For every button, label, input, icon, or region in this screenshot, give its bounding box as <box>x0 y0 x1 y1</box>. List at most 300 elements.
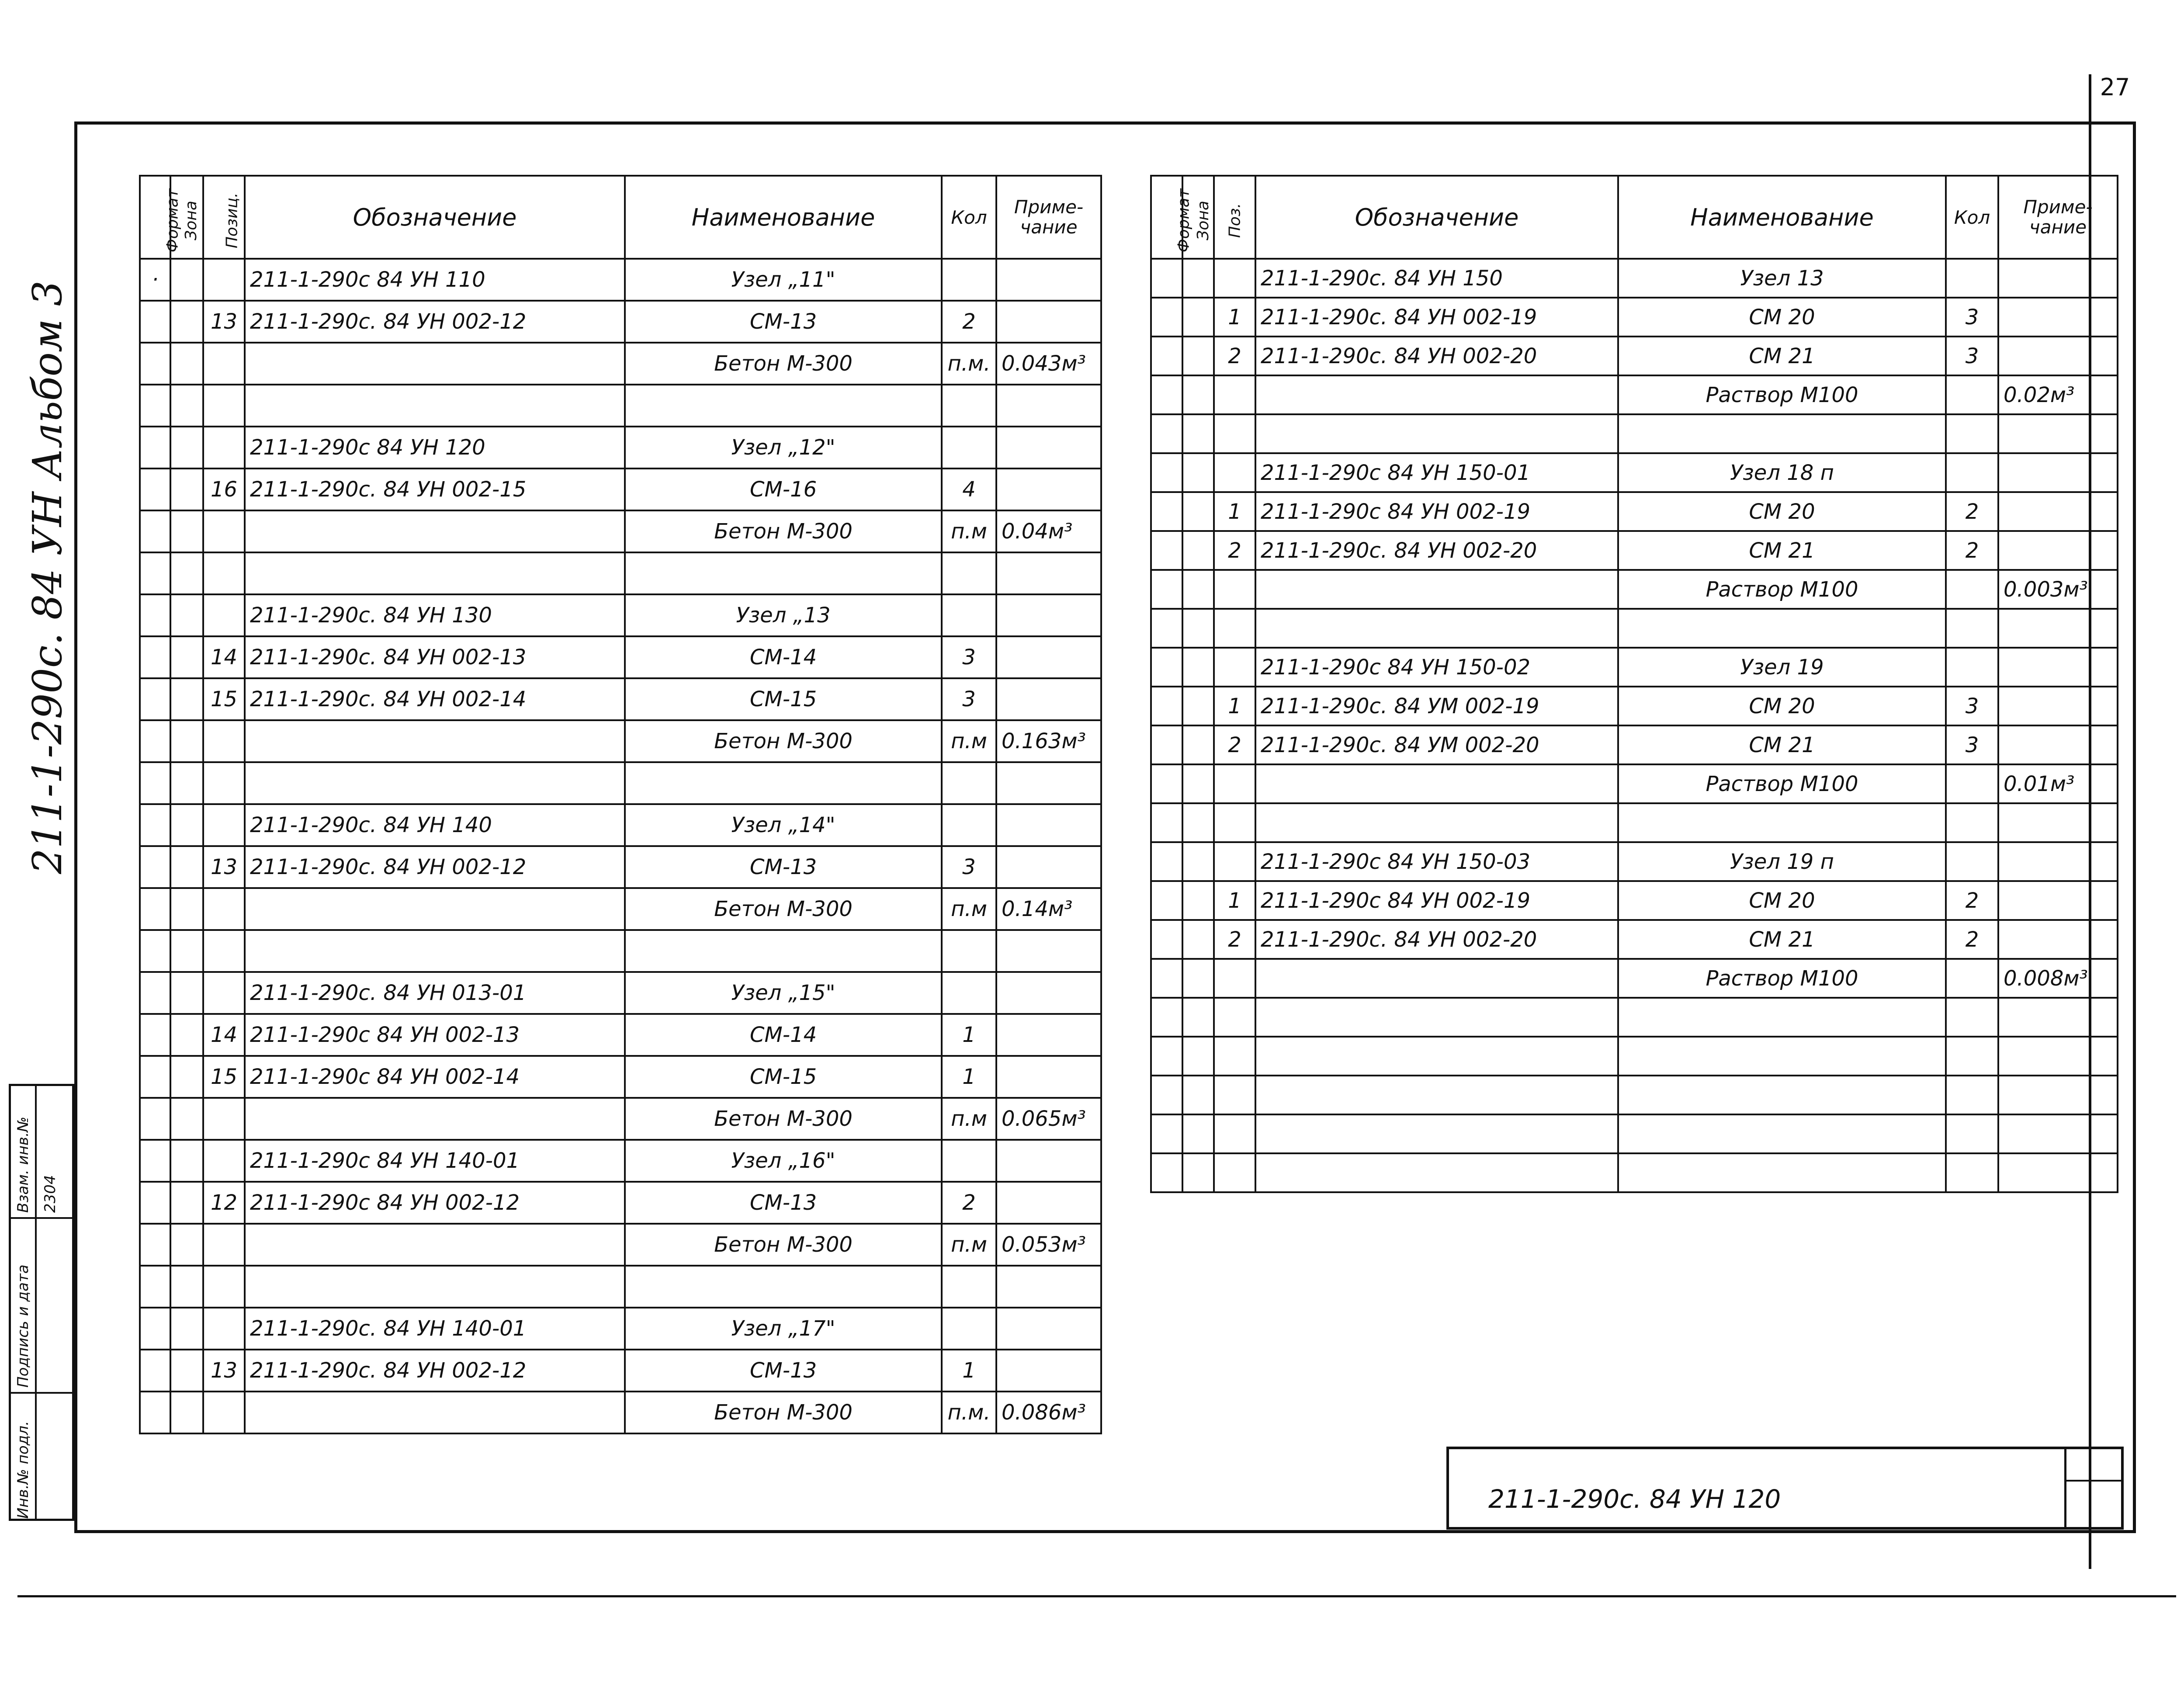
cell-position <box>203 1266 245 1308</box>
cell-qty: п.м <box>942 1224 996 1266</box>
cell-zone <box>1182 1037 1214 1076</box>
cell-qty <box>1946 375 1998 414</box>
cell-name: Узел „11" <box>625 259 942 301</box>
cell-name: СМ-14 <box>625 636 942 678</box>
cell-position: 2 <box>1214 531 1255 570</box>
table-row <box>140 720 1101 762</box>
table-row <box>140 259 1101 301</box>
cell-zone <box>1182 337 1214 375</box>
cell-zone <box>1182 803 1214 842</box>
cell-position <box>1214 764 1255 803</box>
cell-designation <box>1255 959 1618 998</box>
cell-qty <box>1946 609 1998 648</box>
cell-zone <box>170 972 203 1014</box>
cell-format <box>1151 881 1182 920</box>
cell-position <box>203 762 245 804</box>
cell-zone <box>1182 609 1214 648</box>
cell-qty: 3 <box>1946 725 1998 764</box>
title-block-code: 211-1-290с. 84 УН 120 <box>1488 1484 1781 1514</box>
cell-format <box>1151 492 1182 531</box>
table-row <box>1151 375 2118 414</box>
table-row <box>1151 414 2118 453</box>
cell-designation: 211-1-290с 84 УН 150-01 <box>1255 453 1618 492</box>
cell-name: Раствор М100 <box>1618 959 1946 998</box>
cell-note: 0.003м³ <box>1998 570 2118 609</box>
table-row <box>1151 531 2118 570</box>
cell-zone <box>1182 764 1214 803</box>
cell-name: СМ-15 <box>625 1056 942 1098</box>
table-row <box>140 343 1101 385</box>
cell-designation: 211-1-290с 84 УН 150-02 <box>1255 648 1618 687</box>
cell-qty <box>942 259 996 301</box>
cell-note: 0.086м³ <box>996 1392 1101 1433</box>
header-zone: Зона <box>170 176 203 259</box>
cell-note <box>1998 298 2118 337</box>
cell-note <box>1998 842 2118 881</box>
cell-zone <box>170 720 203 762</box>
cell-note: 0.065м³ <box>996 1098 1101 1140</box>
cell-designation <box>1255 764 1618 803</box>
cell-note: 0.02м³ <box>1998 375 2118 414</box>
cell-name <box>1618 1037 1946 1076</box>
cell-note <box>996 385 1101 427</box>
cell-format <box>1151 764 1182 803</box>
cell-designation <box>245 1392 625 1433</box>
cell-zone <box>1182 570 1214 609</box>
cell-qty <box>942 1140 996 1182</box>
cell-format <box>140 1392 170 1433</box>
cell-position <box>1214 259 1255 298</box>
cell-format <box>140 678 170 720</box>
cell-designation: 211-1-290с. 84 УМ 002-19 <box>1255 687 1618 725</box>
cell-note <box>996 1266 1101 1308</box>
cell-name: СМ 21 <box>1618 920 1946 959</box>
cell-designation: 211-1-290с. 84 УН 002-20 <box>1255 531 1618 570</box>
cell-zone <box>170 594 203 636</box>
title-block-sheet-cell <box>2064 1449 2121 1527</box>
cell-name <box>1618 609 1946 648</box>
cell-zone <box>170 259 203 301</box>
cell-qty: 3 <box>942 636 996 678</box>
cell-position <box>203 1098 245 1140</box>
cell-zone <box>1182 687 1214 725</box>
cell-name: СМ-15 <box>625 678 942 720</box>
table-row <box>140 804 1101 846</box>
cell-note <box>1998 1076 2118 1114</box>
cell-name: Раствор М100 <box>1618 570 1946 609</box>
cell-position: 14 <box>203 636 245 678</box>
cell-position: 15 <box>203 678 245 720</box>
cell-position <box>203 427 245 469</box>
cell-position: 1 <box>1214 298 1255 337</box>
cell-designation: 211-1-290с. 84 УН 002-13 <box>245 636 625 678</box>
table-row <box>1151 881 2118 920</box>
cell-name: СМ 21 <box>1618 337 1946 375</box>
cell-qty: 4 <box>942 469 996 510</box>
cell-format <box>140 1182 170 1224</box>
table-row <box>1151 453 2118 492</box>
table-row <box>1151 764 2118 803</box>
cell-note <box>1998 998 2118 1037</box>
table-row <box>140 1350 1101 1392</box>
cell-zone <box>170 888 203 930</box>
table-row <box>140 1182 1101 1224</box>
cell-zone <box>1182 375 1214 414</box>
cell-format <box>140 343 170 385</box>
cell-position <box>1214 998 1255 1037</box>
cell-position <box>203 385 245 427</box>
cell-format <box>140 1224 170 1266</box>
cell-position <box>1214 1076 1255 1114</box>
cell-qty <box>942 804 996 846</box>
cell-note <box>996 678 1101 720</box>
right-header-row <box>1151 176 2118 259</box>
cell-zone <box>170 1140 203 1182</box>
cell-designation <box>1255 1114 1618 1153</box>
cell-format <box>140 846 170 888</box>
cell-format: · <box>140 259 170 301</box>
cell-format <box>1151 648 1182 687</box>
cell-name: Бетон М-300 <box>625 888 942 930</box>
cell-name: Узел 19 п <box>1618 842 1946 881</box>
cell-format <box>1151 959 1182 998</box>
cell-designation <box>245 720 625 762</box>
cell-note <box>1998 259 2118 298</box>
table-row <box>140 636 1101 678</box>
cell-qty: п.м. <box>942 1392 996 1433</box>
cell-designation: 211-1-290с. 84 УМ 002-20 <box>1255 725 1618 764</box>
cell-zone <box>170 510 203 552</box>
header-name: Наименование <box>1618 176 1946 259</box>
cell-zone <box>170 1308 203 1350</box>
cell-note <box>1998 725 2118 764</box>
cell-format <box>1151 803 1182 842</box>
cell-qty <box>942 972 996 1014</box>
header-format: Формат <box>1151 176 1182 259</box>
cell-position <box>203 804 245 846</box>
cell-zone <box>170 804 203 846</box>
cell-format <box>1151 842 1182 881</box>
cell-note <box>996 1308 1101 1350</box>
cell-zone <box>1182 881 1214 920</box>
cell-qty <box>1946 1037 1998 1076</box>
cell-format <box>1151 725 1182 764</box>
cell-designation: 211-1-290с 84 УН 002-14 <box>245 1056 625 1098</box>
cell-designation <box>245 1098 625 1140</box>
cell-qty: п.м <box>942 1098 996 1140</box>
table-row <box>140 1014 1101 1056</box>
cell-qty: 2 <box>942 1182 996 1224</box>
cell-name: Узел „14" <box>625 804 942 846</box>
cell-zone <box>1182 725 1214 764</box>
cell-name <box>1618 1076 1946 1114</box>
cell-format <box>1151 531 1182 570</box>
cell-name: Узел „15" <box>625 972 942 1014</box>
stamp-value: 2304 <box>42 1175 59 1213</box>
cell-designation: 211-1-290с 84 УН 120 <box>245 427 625 469</box>
cell-zone <box>170 427 203 469</box>
table-row <box>1151 725 2118 764</box>
table-row <box>140 469 1101 510</box>
cell-name <box>625 552 942 594</box>
cell-position: 15 <box>203 1056 245 1098</box>
cell-name: Бетон М-300 <box>625 1098 942 1140</box>
table-row <box>140 552 1101 594</box>
cell-zone <box>1182 414 1214 453</box>
cell-qty <box>1946 453 1998 492</box>
cell-position: 2 <box>1214 337 1255 375</box>
cell-qty <box>942 1308 996 1350</box>
header-position: Поз. <box>1214 176 1255 259</box>
cell-zone <box>170 301 203 343</box>
cell-format <box>140 930 170 972</box>
cell-qty: 1 <box>942 1014 996 1056</box>
cell-note <box>1998 1153 2118 1192</box>
cell-position <box>1214 453 1255 492</box>
cell-name <box>625 762 942 804</box>
table-row <box>140 510 1101 552</box>
header-note: Приме-чание <box>996 176 1101 259</box>
cell-format <box>1151 570 1182 609</box>
cell-qty <box>1946 570 1998 609</box>
cell-position <box>1214 1114 1255 1153</box>
header-qty: Кол <box>1946 176 1998 259</box>
table-row <box>1151 998 2118 1037</box>
table-row <box>1151 1153 2118 1192</box>
table-row <box>1151 959 2118 998</box>
cell-designation <box>245 1266 625 1308</box>
cell-format <box>140 888 170 930</box>
cell-zone <box>170 678 203 720</box>
cell-format <box>140 1014 170 1056</box>
cell-zone <box>170 930 203 972</box>
cell-qty: 1 <box>942 1056 996 1098</box>
cell-qty <box>1946 959 1998 998</box>
cell-zone <box>170 552 203 594</box>
cell-format <box>140 762 170 804</box>
cell-qty <box>942 930 996 972</box>
cell-zone <box>1182 1153 1214 1192</box>
cell-position <box>203 930 245 972</box>
cell-name <box>1618 998 1946 1037</box>
cell-designation: 211-1-290с. 84 УН 002-15 <box>245 469 625 510</box>
cell-format <box>140 552 170 594</box>
table-row <box>140 1224 1101 1266</box>
cell-position <box>1214 648 1255 687</box>
cell-position <box>1214 1037 1255 1076</box>
table-row <box>140 1098 1101 1140</box>
cell-designation: 211-1-290с 84 УН 150-03 <box>1255 842 1618 881</box>
cell-name: СМ-13 <box>625 1350 942 1392</box>
cell-zone <box>170 1266 203 1308</box>
cell-note <box>1998 414 2118 453</box>
cell-qty <box>942 552 996 594</box>
cell-qty: п.м. <box>942 343 996 385</box>
cell-name: Раствор М100 <box>1618 764 1946 803</box>
cell-note: 0.163м³ <box>996 720 1101 762</box>
table-row <box>140 678 1101 720</box>
cell-format <box>140 720 170 762</box>
cell-note <box>996 259 1101 301</box>
cell-position <box>1214 959 1255 998</box>
cell-zone <box>1182 842 1214 881</box>
cell-qty: 2 <box>942 301 996 343</box>
cell-designation <box>1255 803 1618 842</box>
header-qty: Кол <box>942 176 996 259</box>
cell-zone <box>170 385 203 427</box>
cell-format <box>140 385 170 427</box>
cell-format <box>1151 998 1182 1037</box>
cell-name: Узел „12" <box>625 427 942 469</box>
cell-note <box>1998 648 2118 687</box>
cell-designation <box>1255 375 1618 414</box>
cell-note <box>996 804 1101 846</box>
cell-name <box>1618 803 1946 842</box>
cell-designation <box>1255 609 1618 648</box>
cell-qty <box>1946 259 1998 298</box>
cell-note <box>996 636 1101 678</box>
table-row <box>1151 609 2118 648</box>
cell-note <box>996 1140 1101 1182</box>
cell-position <box>1214 414 1255 453</box>
cell-note <box>1998 609 2118 648</box>
cell-designation: 211-1-290с. 84 УН 013-01 <box>245 972 625 1014</box>
cell-zone <box>170 1098 203 1140</box>
cell-position <box>1214 570 1255 609</box>
cell-designation: 211-1-290с. 84 УН 002-19 <box>1255 298 1618 337</box>
cell-designation <box>245 385 625 427</box>
cell-designation: 211-1-290с. 84 УН 002-12 <box>245 301 625 343</box>
cell-name: Узел 19 <box>1618 648 1946 687</box>
cell-format <box>140 1308 170 1350</box>
cell-designation <box>245 888 625 930</box>
table-row <box>1151 1114 2118 1153</box>
cell-qty <box>942 1266 996 1308</box>
cell-designation: 211-1-290с 84 УН 110 <box>245 259 625 301</box>
stamp-label-inv: Инв.№ подл. <box>14 1421 32 1519</box>
cell-format <box>140 301 170 343</box>
cell-name: Бетон М-300 <box>625 343 942 385</box>
cell-format <box>1151 920 1182 959</box>
cell-position <box>203 720 245 762</box>
cell-designation <box>1255 414 1618 453</box>
cell-position: 13 <box>203 301 245 343</box>
cell-name: Бетон М-300 <box>625 510 942 552</box>
cell-format <box>1151 298 1182 337</box>
album-side-title: 211-1-290с. 84 УН Альбом 3 <box>24 280 71 874</box>
cell-note <box>996 427 1101 469</box>
cell-note <box>996 1350 1101 1392</box>
cell-position: 13 <box>203 1350 245 1392</box>
cell-qty: 2 <box>1946 492 1998 531</box>
cell-note: 0.01м³ <box>1998 764 2118 803</box>
cell-format <box>1151 453 1182 492</box>
cell-zone <box>1182 492 1214 531</box>
cell-designation: 211-1-290с 84 УН 002-19 <box>1255 492 1618 531</box>
cell-name: СМ-13 <box>625 1182 942 1224</box>
cell-name: СМ-14 <box>625 1014 942 1056</box>
cell-name <box>1618 1114 1946 1153</box>
cell-position <box>1214 1153 1255 1192</box>
cell-note <box>996 552 1101 594</box>
table-row <box>140 888 1101 930</box>
cell-designation: 211-1-290с. 84 УН 002-20 <box>1255 337 1618 375</box>
cell-qty: 1 <box>942 1350 996 1392</box>
table-row <box>140 762 1101 804</box>
stamp-label-sign: Подпись и дата <box>14 1264 32 1388</box>
cell-qty: 3 <box>942 678 996 720</box>
cell-format <box>1151 259 1182 298</box>
cell-note <box>1998 881 2118 920</box>
cell-note <box>996 1056 1101 1098</box>
cell-qty <box>942 762 996 804</box>
cell-qty: п.м <box>942 720 996 762</box>
cell-name <box>625 930 942 972</box>
cell-qty <box>1946 998 1998 1037</box>
cell-zone <box>170 343 203 385</box>
cell-format <box>140 1098 170 1140</box>
cell-name: Бетон М-300 <box>625 1224 942 1266</box>
cell-name: СМ-13 <box>625 846 942 888</box>
cell-note: 0.043м³ <box>996 343 1101 385</box>
cell-qty <box>942 594 996 636</box>
cell-designation: 211-1-290с. 84 УН 130 <box>245 594 625 636</box>
header-designation: Обозначение <box>245 176 625 259</box>
cell-name: СМ 21 <box>1618 725 1946 764</box>
cell-note <box>996 846 1101 888</box>
header-format: Формат <box>140 176 170 259</box>
cell-qty <box>942 385 996 427</box>
cell-qty: 2 <box>1946 531 1998 570</box>
cell-designation <box>245 552 625 594</box>
cell-name <box>1618 1153 1946 1192</box>
cell-name <box>1618 414 1946 453</box>
cell-note: 0.008м³ <box>1998 959 2118 998</box>
cell-note <box>996 1014 1101 1056</box>
cell-format <box>140 1266 170 1308</box>
cell-zone <box>1182 920 1214 959</box>
table-row <box>1151 920 2118 959</box>
cell-designation: 211-1-290с 84 УН 002-12 <box>245 1182 625 1224</box>
cell-designation: 211-1-290с 84 УН 002-13 <box>245 1014 625 1056</box>
cell-format <box>1151 1037 1182 1076</box>
cell-designation <box>1255 1076 1618 1114</box>
cell-qty <box>1946 1114 1998 1153</box>
table-row <box>1151 298 2118 337</box>
cell-format <box>140 1056 170 1098</box>
cell-zone <box>170 1182 203 1224</box>
table-row <box>140 1266 1101 1308</box>
cell-name: СМ 20 <box>1618 881 1946 920</box>
table-row <box>140 972 1101 1014</box>
cell-note <box>996 972 1101 1014</box>
cell-designation <box>245 930 625 972</box>
cell-note <box>1998 1114 2118 1153</box>
cell-position <box>1214 842 1255 881</box>
cell-position <box>203 594 245 636</box>
cell-zone <box>1182 648 1214 687</box>
table-row <box>140 1056 1101 1098</box>
cell-format <box>140 594 170 636</box>
cell-note <box>996 301 1101 343</box>
cell-zone <box>1182 259 1214 298</box>
cell-position <box>203 1392 245 1433</box>
cell-position: 2 <box>1214 920 1255 959</box>
cell-designation <box>245 510 625 552</box>
cell-format <box>140 510 170 552</box>
cell-zone <box>1182 453 1214 492</box>
cell-qty <box>1946 842 1998 881</box>
